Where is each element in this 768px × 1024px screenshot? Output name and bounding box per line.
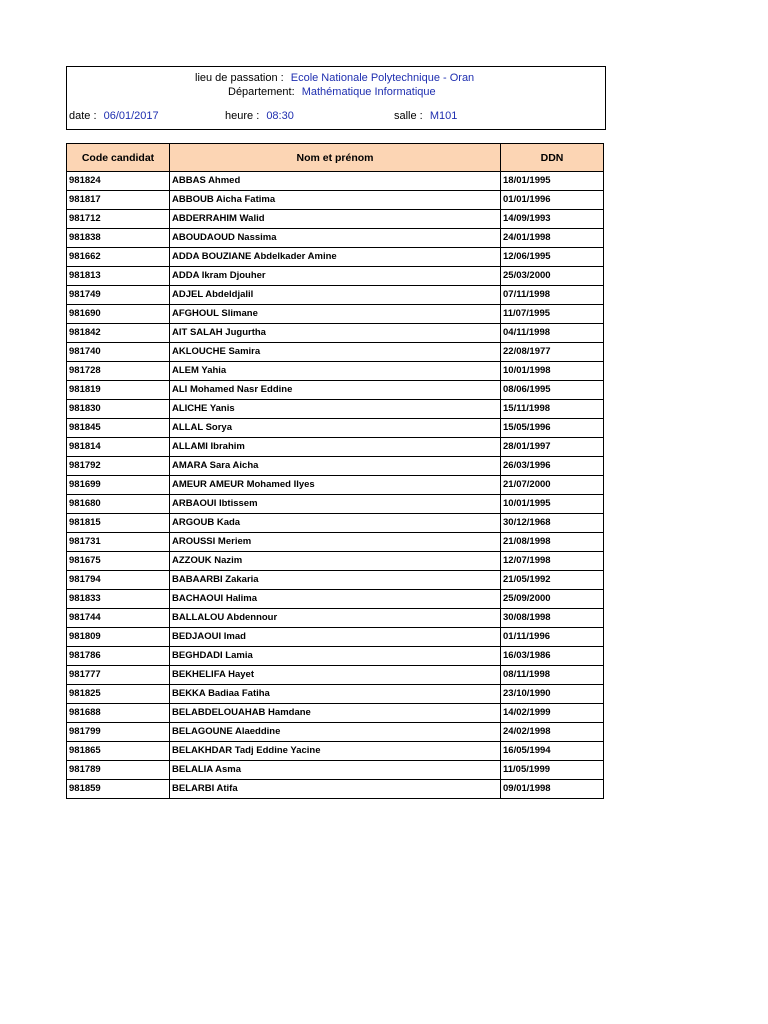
cell-candidate-name: BABAARBI Zakaria	[170, 571, 501, 590]
table-row	[67, 780, 604, 799]
cell-candidate-code: 981799	[67, 723, 170, 742]
room-label: salle :	[394, 110, 423, 122]
table-row	[67, 324, 604, 343]
table-row	[67, 172, 604, 191]
table-row	[67, 685, 604, 704]
cell-birth-date: 14/09/1993	[501, 210, 604, 229]
table-row	[67, 457, 604, 476]
cell-candidate-code: 981749	[67, 286, 170, 305]
cell-birth-date: 12/07/1998	[501, 552, 604, 571]
cell-candidate-name: AIT SALAH Jugurtha	[170, 324, 501, 343]
cell-birth-date: 11/05/1999	[501, 761, 604, 780]
exam-info-header	[66, 66, 606, 130]
cell-birth-date: 24/02/1998	[501, 723, 604, 742]
cell-candidate-code: 981731	[67, 533, 170, 552]
cell-candidate-name: BACHAOUI Halima	[170, 590, 501, 609]
cell-candidate-name: ALLAL Sorya	[170, 419, 501, 438]
table-row	[67, 210, 604, 229]
cell-candidate-code: 981813	[67, 267, 170, 286]
cell-birth-date: 08/06/1995	[501, 381, 604, 400]
date-label: date :	[69, 110, 97, 122]
exam-time	[225, 110, 294, 122]
table-row	[67, 495, 604, 514]
cell-candidate-name: BELARBI Atifa	[170, 780, 501, 799]
table-row	[67, 514, 604, 533]
cell-candidate-name: AKLOUCHE Samira	[170, 343, 501, 362]
cell-candidate-code: 981815	[67, 514, 170, 533]
cell-candidate-code: 981814	[67, 438, 170, 457]
cell-candidate-code: 981675	[67, 552, 170, 571]
cell-candidate-name: ABOUDAOUD Nassima	[170, 229, 501, 248]
cell-birth-date: 28/01/1997	[501, 438, 604, 457]
exam-room	[394, 110, 457, 122]
table-row	[67, 362, 604, 381]
table-row	[67, 761, 604, 780]
cell-candidate-code: 981789	[67, 761, 170, 780]
cell-candidate-code: 981777	[67, 666, 170, 685]
cell-birth-date: 10/01/1995	[501, 495, 604, 514]
cell-candidate-name: ABBOUB Aicha Fatima	[170, 191, 501, 210]
table-row	[67, 343, 604, 362]
cell-birth-date: 25/09/2000	[501, 590, 604, 609]
table-row	[67, 419, 604, 438]
cell-candidate-code: 981865	[67, 742, 170, 761]
table-row	[67, 571, 604, 590]
exam-date	[69, 110, 159, 122]
table-row	[67, 647, 604, 666]
table-row	[67, 590, 604, 609]
table-row	[67, 666, 604, 685]
cell-candidate-name: AROUSSI Meriem	[170, 533, 501, 552]
location-label: lieu de passation :	[195, 72, 284, 84]
column-header-name: Nom et prénom	[170, 144, 501, 172]
exam-department	[228, 86, 436, 98]
cell-candidate-name: BEDJAOUI Imad	[170, 628, 501, 647]
cell-birth-date: 11/07/1995	[501, 305, 604, 324]
room-value: M101	[429, 110, 458, 122]
cell-candidate-name: BEKKA Badiaa Fatiha	[170, 685, 501, 704]
time-value: 08:30	[266, 110, 294, 122]
cell-candidate-name: BELAGOUNE Alaeddine	[170, 723, 501, 742]
table-header-row	[67, 144, 604, 172]
cell-birth-date: 21/07/2000	[501, 476, 604, 495]
table-row	[67, 438, 604, 457]
table-row	[67, 609, 604, 628]
department-label: Département:	[228, 86, 295, 98]
cell-birth-date: 22/08/1977	[501, 343, 604, 362]
cell-birth-date: 16/05/1994	[501, 742, 604, 761]
cell-birth-date: 30/12/1968	[501, 514, 604, 533]
cell-candidate-code: 981740	[67, 343, 170, 362]
table-row	[67, 704, 604, 723]
cell-birth-date: 04/11/1998	[501, 324, 604, 343]
cell-candidate-name: AMARA Sara Aicha	[170, 457, 501, 476]
cell-birth-date: 09/01/1998	[501, 780, 604, 799]
cell-candidate-name: BELAKHDAR Tadj Eddine Yacine	[170, 742, 501, 761]
candidate-table-body	[67, 172, 604, 799]
cell-candidate-code: 981819	[67, 381, 170, 400]
cell-candidate-code: 981825	[67, 685, 170, 704]
cell-candidate-code: 981792	[67, 457, 170, 476]
table-row	[67, 400, 604, 419]
exam-location	[195, 72, 474, 84]
cell-candidate-name: BELALIA Asma	[170, 761, 501, 780]
cell-candidate-code: 981662	[67, 248, 170, 267]
table-row	[67, 191, 604, 210]
cell-candidate-code: 981830	[67, 400, 170, 419]
cell-candidate-code: 981699	[67, 476, 170, 495]
cell-candidate-code: 981845	[67, 419, 170, 438]
cell-candidate-code: 981833	[67, 590, 170, 609]
table-row	[67, 742, 604, 761]
cell-candidate-name: ADDA BOUZIANE Abdelkader Amine	[170, 248, 501, 267]
table-row	[67, 286, 604, 305]
cell-candidate-code: 981690	[67, 305, 170, 324]
table-row	[67, 305, 604, 324]
cell-birth-date: 18/01/1995	[501, 172, 604, 191]
cell-birth-date: 23/10/1990	[501, 685, 604, 704]
table-row	[67, 248, 604, 267]
column-header-code: Code candidat	[67, 144, 170, 172]
cell-candidate-code: 981728	[67, 362, 170, 381]
table-row	[67, 229, 604, 248]
cell-birth-date: 01/11/1996	[501, 628, 604, 647]
table-row	[67, 476, 604, 495]
cell-birth-date: 10/01/1998	[501, 362, 604, 381]
cell-candidate-name: ALI Mohamed Nasr Eddine	[170, 381, 501, 400]
cell-candidate-name: AZZOUK Nazim	[170, 552, 501, 571]
table-row	[67, 723, 604, 742]
cell-birth-date: 08/11/1998	[501, 666, 604, 685]
cell-candidate-name: AFGHOUL Slimane	[170, 305, 501, 324]
cell-candidate-code: 981824	[67, 172, 170, 191]
cell-birth-date: 15/05/1996	[501, 419, 604, 438]
table-row	[67, 267, 604, 286]
table-row	[67, 533, 604, 552]
cell-birth-date: 21/05/1992	[501, 571, 604, 590]
cell-candidate-name: ARBAOUI Ibtissem	[170, 495, 501, 514]
cell-birth-date: 21/08/1998	[501, 533, 604, 552]
cell-birth-date: 25/03/2000	[501, 267, 604, 286]
cell-candidate-name: ABDERRAHIM Walid	[170, 210, 501, 229]
cell-candidate-name: ARGOUB Kada	[170, 514, 501, 533]
cell-candidate-code: 981680	[67, 495, 170, 514]
cell-candidate-name: ADJEL Abdeldjalil	[170, 286, 501, 305]
cell-birth-date: 24/01/1998	[501, 229, 604, 248]
cell-candidate-name: BEKHELIFA Hayet	[170, 666, 501, 685]
table-row	[67, 552, 604, 571]
cell-birth-date: 16/03/1986	[501, 647, 604, 666]
time-label: heure :	[225, 110, 260, 122]
cell-candidate-code: 981786	[67, 647, 170, 666]
cell-candidate-code: 981712	[67, 210, 170, 229]
cell-candidate-name: ABBAS Ahmed	[170, 172, 501, 191]
cell-birth-date: 30/08/1998	[501, 609, 604, 628]
cell-birth-date: 12/06/1995	[501, 248, 604, 267]
cell-candidate-name: BALLALOU Abdennour	[170, 609, 501, 628]
cell-birth-date: 07/11/1998	[501, 286, 604, 305]
cell-candidate-name: ALEM Yahia	[170, 362, 501, 381]
cell-candidate-code: 981842	[67, 324, 170, 343]
cell-candidate-name: ALICHE Yanis	[170, 400, 501, 419]
cell-candidate-code: 981744	[67, 609, 170, 628]
department-value: Mathématique Informatique	[301, 86, 436, 98]
cell-birth-date: 14/02/1999	[501, 704, 604, 723]
cell-birth-date: 15/11/1998	[501, 400, 604, 419]
cell-candidate-name: BEGHDADI Lamia	[170, 647, 501, 666]
cell-candidate-name: ALLAMI Ibrahim	[170, 438, 501, 457]
cell-candidate-code: 981838	[67, 229, 170, 248]
date-value: 06/01/2017	[103, 110, 159, 122]
cell-birth-date: 26/03/1996	[501, 457, 604, 476]
cell-candidate-code: 981859	[67, 780, 170, 799]
table-row	[67, 381, 604, 400]
cell-candidate-code: 981688	[67, 704, 170, 723]
location-value: Ecole Nationale Polytechnique - Oran	[290, 72, 475, 84]
cell-candidate-name: AMEUR AMEUR Mohamed Ilyes	[170, 476, 501, 495]
cell-candidate-code: 981809	[67, 628, 170, 647]
table-row	[67, 628, 604, 647]
cell-candidate-code: 981794	[67, 571, 170, 590]
column-header-ddn: DDN	[501, 144, 604, 172]
cell-candidate-code: 981817	[67, 191, 170, 210]
cell-candidate-name: BELABDELOUAHAB Hamdane	[170, 704, 501, 723]
cell-birth-date: 01/01/1996	[501, 191, 604, 210]
cell-candidate-name: ADDA Ikram Djouher	[170, 267, 501, 286]
candidate-table	[66, 143, 604, 799]
